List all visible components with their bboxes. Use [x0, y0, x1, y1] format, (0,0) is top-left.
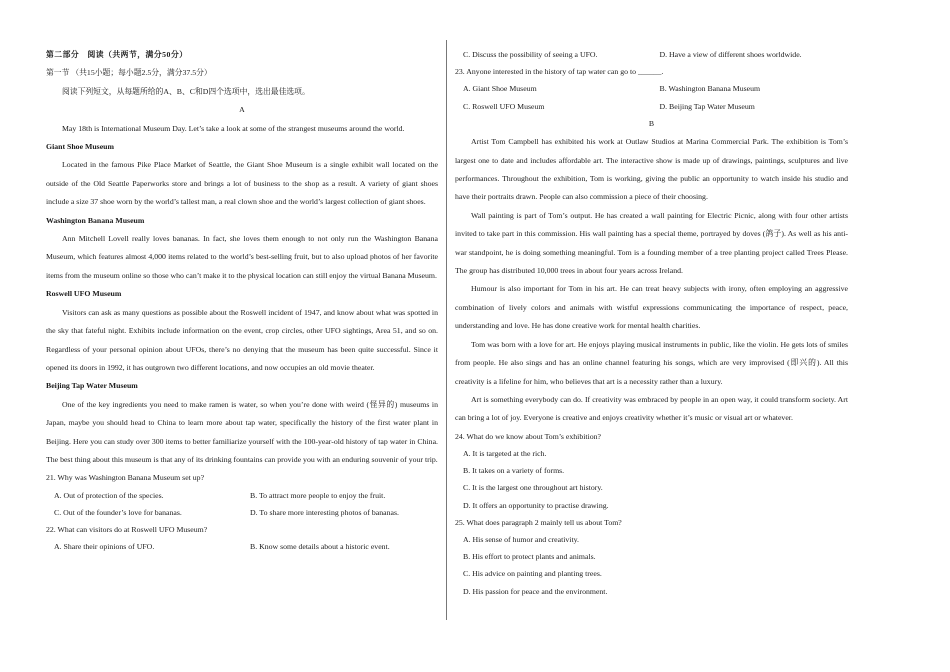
right-column [455, 46, 848, 600]
question-24-options [455, 445, 848, 514]
museum-text-tap-water: One of the key ingredients you need to make ramen is water, so when you’re done with weird (怪异的) museums in Japan, maybe you should head to China to learn more about tap water, specifically the history of the first water plant in Beijing. Here you can study over 300 items to better familiarize yourself with the 100-year-old history of tap water in China. The best thing about this museum is that any of its drinking fountains can provide you with an enduring souvenir of your trip. [46, 399, 438, 464]
option-25-d[interactable]: D. His passion for peace and the environment. [463, 586, 608, 596]
option-21-d[interactable]: D. To share more interesting photos of bananas. [250, 507, 399, 517]
museum-title-giant-shoe: Giant Shoe Museum [46, 142, 115, 152]
question-23-stem: 23. Anyone interested in the history of tap water can go to ______. [455, 67, 664, 77]
passage-b-paragraph-1: Artist Tom Campbell has exhibited his work at Outlaw Studios at Marina Commercial Park. The exhibition is Tom’s largest one to date and includes affordable art. The interactive show is made up of drawings, paintings, sculptures and live performances. Throughout the exhibition, Tom is working, giving the public an opportunity to watch inside his studio and have their portraits drawn. People can also commission a piece of their choosing. [455, 137, 848, 202]
section-title: 第一节 （共15小题；每小题2.5分，满分37.5分） [46, 68, 212, 78]
question-23-options [455, 80, 848, 114]
passage-b-paragraph-4: Tom was born with a love for art. He enjoys playing musical instruments in public, like the violin. He gets lots of smiles from people. He also sings and has an online channel featuring his songs, which are very improvised (即兴的). All this creativity is a lifeline for him, who believes that art is a necessity rather than a luxury. [455, 339, 848, 386]
passage-b-paragraph-3: Humour is also important for Tom in his art. He can treat heavy subjects with irony, often employing an aggressive combination of lively colors and animals with wistful expressions communicating the importance of respect, peace, understanding and love. He has done creative work for mental health charities. [455, 284, 848, 331]
passage-a-intro: May 18th is International Museum Day. Let’s take a look at some of the strangest museums around the world. [62, 123, 405, 133]
museum-title-banana: Washington Banana Museum [46, 215, 145, 225]
option-23-d[interactable]: D. Beijing Tap Water Museum [659, 101, 755, 111]
question-25-stem: 25. What does paragraph 2 mainly tell us about Tom? [455, 517, 622, 527]
option-23-c[interactable]: C. Roswell UFO Museum [463, 101, 545, 111]
museum-text-ufo: Visitors can ask as many questions as possible about the Roswell incident of 1947, and know about what was spotted in the sky that fateful night. Exhibits include information on the event, crop circles, other UFO sightings, Area 51, and so on. Regardless of your personal opinion about UFOs, there’s no denying that the museum has been quite successful. Since it opened its doors in 1992, it has outgrown two different locations, and now occupies an old movie theater. [46, 307, 438, 372]
instruction: 阅读下列短文，从每题所给的A、B、C和D四个选项中，选出最佳选项。 [62, 86, 310, 96]
option-24-c[interactable]: C. It is the largest one throughout art history. [463, 483, 603, 493]
option-21-b[interactable]: B. To attract more people to enjoy the fruit. [250, 490, 386, 500]
option-24-b[interactable]: B. It takes on a variety of forms. [463, 466, 565, 476]
option-23-b[interactable]: B. Washington Banana Museum [659, 84, 761, 94]
question-24-stem: 24. What do we know about Tom’s exhibition? [455, 431, 601, 441]
left-column [46, 46, 438, 555]
part-title: 第二部分 阅读（共两节，满分50分） [46, 50, 188, 59]
option-22-d[interactable]: D. Have a view of different shoes worldwide. [659, 50, 802, 59]
question-22-options-part2 [455, 46, 848, 63]
passage-b-label: B [648, 118, 655, 128]
passage-b-paragraph-2: Wall painting is part of Tom’s output. He has created a wall painting for Electric Picnic, along with four other artists invited to take part in this commission. His wall painting has a special theme, portrayed by doves (鸽子). As well as his anti-war standpoint, he is doing something meaningful. Tom is a founding member of a tree planting project called Trees Please. The group has distributed 10,000 trees in about four years across Ireland. [455, 210, 848, 276]
option-25-a[interactable]: A. His sense of humor and creativity. [463, 534, 579, 544]
museum-title-ufo: Roswell UFO Museum [46, 289, 122, 299]
option-25-c[interactable]: C. His advice on painting and planting trees. [463, 569, 602, 579]
option-24-d[interactable]: D. It offers an opportunity to practise drawing. [463, 500, 609, 510]
passage-a-label: A [239, 105, 245, 115]
museum-text-banana: Ann Mitchell Lovell really loves bananas. In fact, she loves them enough to not only run the Washington Banana Museum, which features almost 4,000 items related to the world’s best-selling fruit, but to also upload photos of her favorite items from the museum online so those who can’t make it to the physical location can still enjoy the virtual Banana Museum. [46, 234, 438, 280]
question-22-options-part1 [46, 538, 438, 555]
option-25-b[interactable]: B. His effort to protect plants and animals. [463, 552, 596, 562]
option-22-a[interactable]: A. Share their opinions of UFO. [54, 542, 155, 552]
passage-b-paragraph-5: Art is something everybody can do. If creativity was embraced by people in an open way, it could transform society. Art can bring a lot of joy. Everyone is creative and enjoys creativity whether it’s music or visual art or whatever. [455, 394, 848, 423]
museum-text-giant-shoe: Located in the famous Pike Place Market of Seattle, the Giant Shoe Museum is a single exhibit wall located on the outside of the Old Seattle Paperworks store and brings a lot of business to the shop as a result. A variety of giant shoes include a size 37 shoe worn by the world’s tallest man, a real clown shoe and the world’s largest collection of giant shoes. [46, 160, 438, 207]
option-21-a[interactable]: A. Out of protection of the species. [54, 490, 164, 500]
question-22-stem: 22. What can visitors do at Roswell UFO Museum? [46, 524, 208, 534]
option-22-b[interactable]: B. Know some details about a historic event. [250, 542, 390, 552]
museum-title-tap-water: Beijing Tap Water Museum [46, 381, 138, 391]
column-divider [446, 40, 447, 620]
option-23-a[interactable]: A. Giant Shoe Museum [463, 84, 537, 94]
option-22-c[interactable]: C. Discuss the possibility of seeing a UFO. [463, 50, 598, 59]
option-24-a[interactable]: A. It is targeted at the rich. [463, 448, 547, 458]
option-21-c[interactable]: C. Out of the founder’s love for bananas. [54, 507, 182, 517]
question-25-options [455, 531, 848, 600]
question-21-stem: 21. Why was Washington Banana Museum set up? [46, 473, 205, 483]
question-21-options [46, 487, 438, 521]
